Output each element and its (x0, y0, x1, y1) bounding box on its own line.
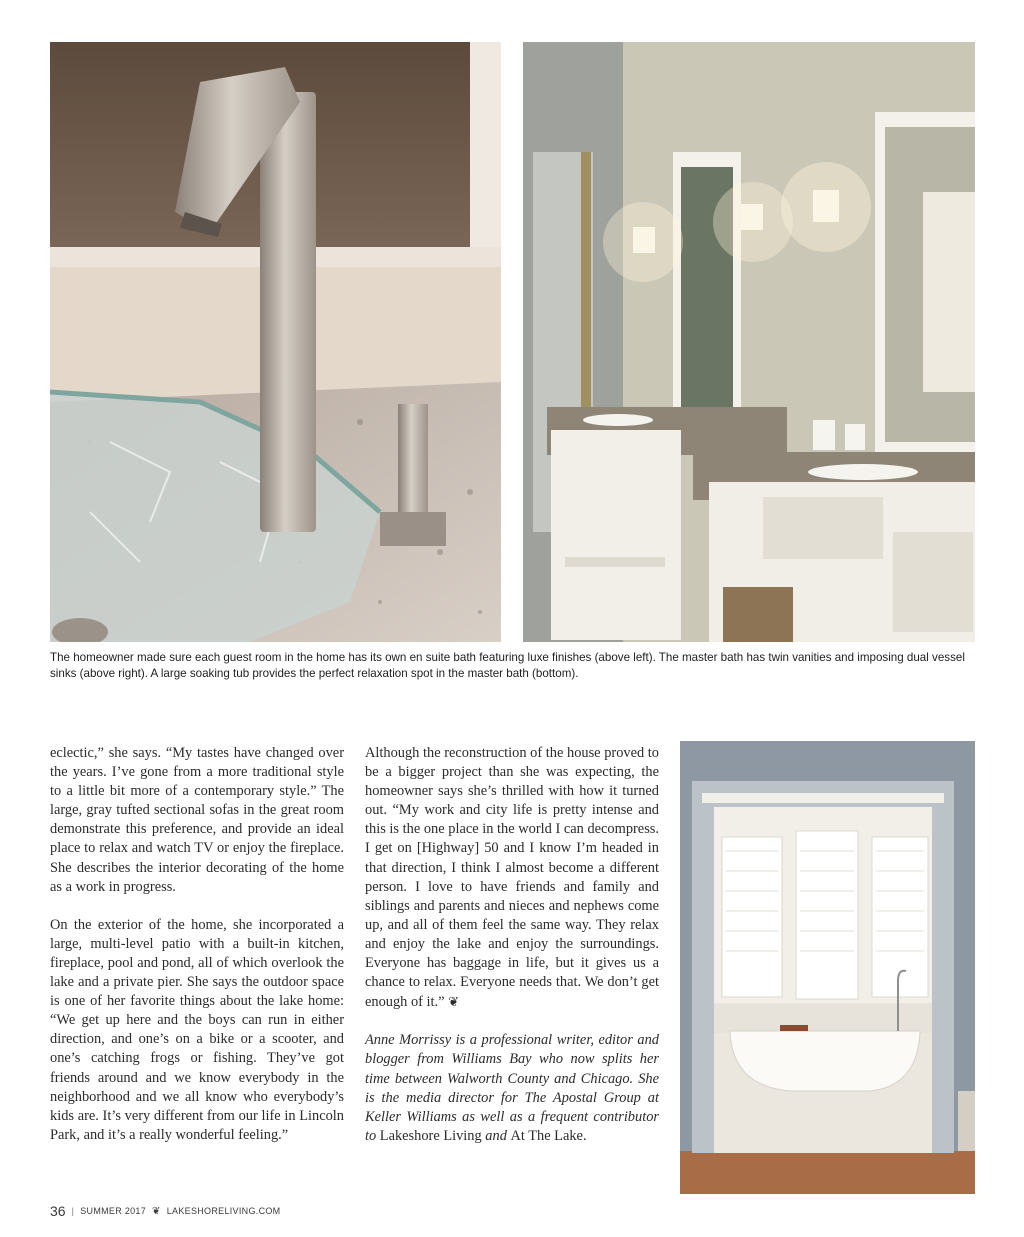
author-bio (365, 1031, 659, 1146)
body-paragraph: Although the reconstruction of the house proved to be a bigger project than she was expecting, the homeowner says she’s thrilled with how it turned out. “My work and city life is pretty intense and this is the one place in the world I can decompress. I get on [Highway] 50 and I know I’m headed in that direction, I think I almost become a different person. I love to have friends and family and siblings and parents and nieces and nephews come up, and all of them feel the same way. They relax and enjoy the lake and enjoy the surroundings. Everyone has baggage in life, but it gives us a chance to relax. Everyone needs that. We don’t get enough of it.” (365, 745, 659, 1011)
body-paragraph: eclectic,” she says. “My tastes have changed over the years. I’ve gone from a more traditional style to a little bit more of a contemporary style.” The large, gray tufted sectional sofas in the great room demonstrate this preference, and provide an ideal place to relax and watch TV or enjoy the fireplace. She describes the interior decorating of the home as a work in progress. (50, 745, 344, 895)
tub-illustration (680, 741, 975, 1194)
issue-label: SUMMER 2017 (80, 1206, 147, 1216)
sink-illustration (50, 42, 501, 642)
article-column-1 (50, 744, 344, 1164)
photo-master-bath-vanities (523, 42, 975, 642)
body-paragraph: On the exterior of the home, she incorporated a large, multi-level patio with a built-in kitchen, fireplace, pool and pond, all of which overlook the lake and a private pier. She says the outdoor space is one of her favorite things about the lake home: “We get up here and the boys can run in either direction, and one’s on a bike or a scooter, and one’s catching frogs or fishing. They’ve got friends around and we know everybody in the neighborhood and we all know who everybody’s kids are. It’s very different from our life in Lincoln Park, and it’s a really wonderful feeling.” (50, 916, 344, 1143)
page-number: 36 (50, 1203, 66, 1219)
photo-guest-bath-sink (50, 42, 501, 642)
vanity-illustration (523, 42, 975, 642)
leaf-icon: ❦ (152, 1205, 161, 1217)
author-bio-period: . (582, 1127, 587, 1144)
footer-separator: | (71, 1206, 75, 1216)
website-link[interactable]: LAKESHORELIVING.COM (166, 1206, 281, 1216)
page-footer (50, 1203, 280, 1219)
body-paragraph-with-end-mark (365, 744, 659, 1012)
author-bio-and: and (481, 1127, 511, 1144)
photo-soaking-tub (680, 741, 975, 1194)
end-mark-leaf-icon: ❦ (448, 994, 460, 1010)
photo-caption: The homeowner made sure each guest room in the home has its own en suite bath featuring luxe finishes (above left). The master bath has twin vanities and imposing dual vessel sinks (above right). A large soaking tub provides the perfect relaxation spot in the master bath (bottom). (50, 651, 965, 680)
publication-name: Lakeshore Living (379, 1127, 482, 1144)
article-column-2 (365, 744, 659, 1165)
author-bio-text: Anne Morrissy is a professional writer, editor and blogger from Williams Bay who now splits her time between Walworth County and Chicago. She is the media director for The Apostal Group at Keller Williams as well as a frequent contributor to (365, 1032, 659, 1144)
publication-name: At The Lake (510, 1127, 583, 1144)
